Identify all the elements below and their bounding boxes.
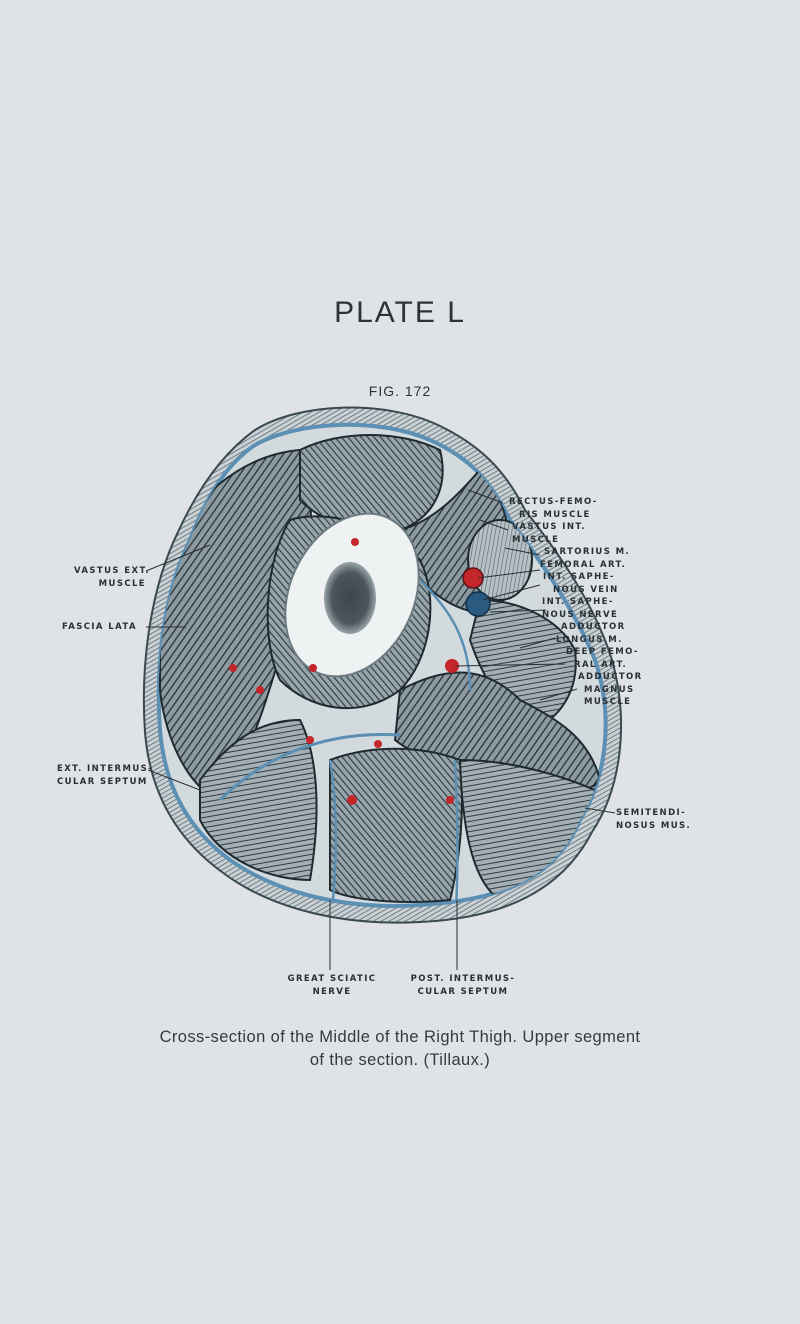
label-deep-femoral-artery: DEEP FEMO- RAL ART. bbox=[566, 647, 639, 670]
label-rectus-femoris: RECTUS-FEMO- RIS MUSCLE bbox=[509, 497, 598, 520]
label-ext-intermuscular-septum: EXT. INTERMUS- CULAR SEPTUM bbox=[57, 764, 154, 787]
caption-line-2: of the section. (Tillaux.) bbox=[309, 1051, 491, 1069]
caption-line-1: Cross-section of the Middle of the Right Thigh. Upper segment bbox=[159, 1028, 641, 1046]
label-vastus-externus: VASTUS EXT. MUSCLE bbox=[74, 566, 150, 589]
small-artery-8 bbox=[351, 538, 359, 546]
semimembranosus-muscle bbox=[330, 749, 462, 902]
femoral-vein bbox=[466, 592, 490, 616]
small-artery-7 bbox=[256, 686, 264, 694]
femur-marrow bbox=[324, 562, 376, 634]
label-sartorius: SARTORIUS M. bbox=[544, 547, 631, 557]
figure-label: FIG. 172 bbox=[368, 383, 432, 399]
label-femoral-artery: FEMORAL ART. bbox=[540, 560, 627, 570]
plate-title: PLATE L bbox=[334, 296, 466, 329]
label-post-intermuscular-septum: POST. INTERMUS- CULAR SEPTUM bbox=[410, 974, 516, 997]
small-artery-3 bbox=[306, 736, 314, 744]
small-artery-2 bbox=[309, 664, 317, 672]
label-int-saphenous-nerve: INT. SAPHE- NOUS NERVE bbox=[542, 597, 619, 620]
label-great-sciatic-nerve: GREAT SCIATIC NERVE bbox=[287, 974, 377, 997]
label-semitendinosus: SEMITENDI- NOSUS MUS. bbox=[616, 808, 692, 831]
label-vastus-internus: VASTUS INT. MUSCLE bbox=[512, 522, 586, 545]
small-artery-4 bbox=[374, 740, 382, 748]
label-fascia-lata: FASCIA LATA bbox=[62, 622, 137, 632]
small-artery-5 bbox=[347, 795, 357, 805]
figure-caption bbox=[0, 1026, 800, 1072]
label-adductor-magnus: ADDUCTOR MAGNUS MUSCLE bbox=[578, 672, 643, 707]
label-int-saphenous-vein: INT. SAPHE- NOUS VEIN bbox=[543, 572, 619, 595]
label-adductor-longus: ADDUCTOR LONGUS M. bbox=[556, 622, 626, 645]
small-artery-6 bbox=[446, 796, 454, 804]
small-artery-1 bbox=[229, 664, 237, 672]
